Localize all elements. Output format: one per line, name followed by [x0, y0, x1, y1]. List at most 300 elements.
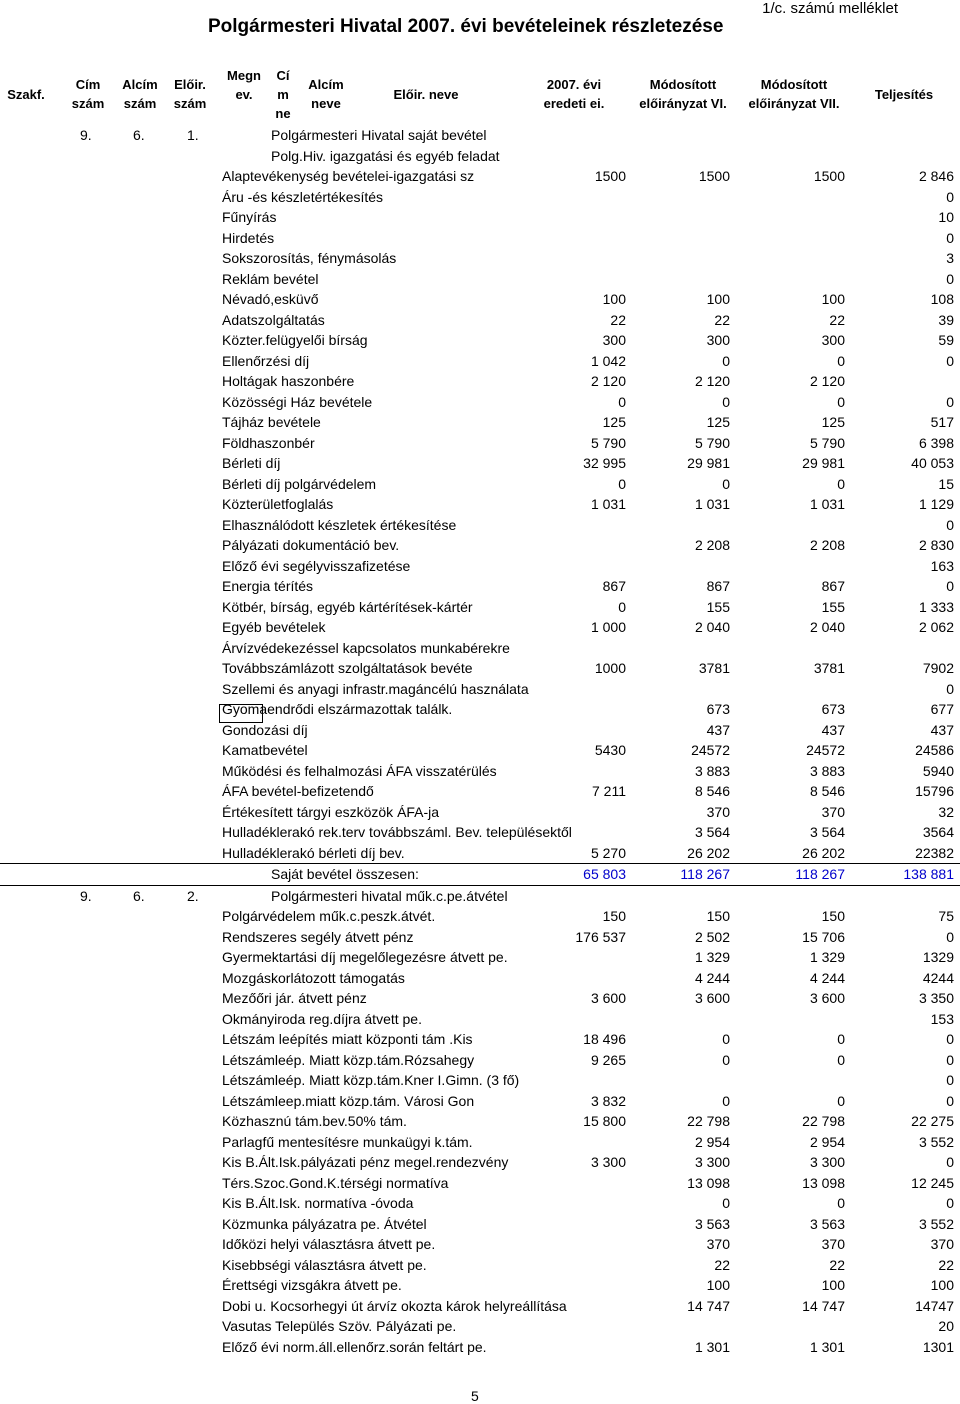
row-label: Érettségi vizsgákra átvett pe. [222, 1277, 402, 1293]
teljesites-value-cell: 3 [946, 250, 954, 266]
original-value-cell: 1 031 [590, 496, 626, 512]
modified-vi-value-cell: 673 [706, 701, 730, 717]
row-label: Működési és felhalmozási ÁFA visszatérülés [222, 762, 497, 779]
row-label: Sokszorosítás, fénymásolás [222, 250, 397, 266]
row-label: Polg.Hiv. igazgatási és egyéb feladat [271, 147, 500, 164]
modified-vii-value-cell: 370 [821, 1236, 845, 1252]
teljesites-value-cell: 5940 [922, 762, 954, 779]
table-row [0, 802, 960, 823]
teljesites-value-cell: 40 053 [911, 455, 954, 471]
modified-vii-value-cell: 100 [821, 291, 845, 307]
row-label: Rendszeres segély átvett pénz [222, 928, 414, 945]
teljesites-value-cell: 2 846 [918, 168, 954, 184]
row-label: Létszámleép. Miatt közp.tám.Kner I.Gimn. (3 fő) [222, 1072, 520, 1088]
modified-vii-value-cell: 5 790 [809, 434, 845, 451]
modified-vii-value-cell: 1500 [813, 168, 845, 184]
original-value-cell: 5 790 [590, 434, 626, 451]
teljesites-value-cell: 75 [938, 908, 954, 924]
table-row [0, 906, 960, 927]
teljesites-value-cell: 0 [946, 578, 954, 594]
cell-selection-box [219, 704, 263, 723]
table-row [0, 166, 960, 187]
row-label: Közmunka pályázatra pe. Átvétel [222, 1215, 427, 1232]
teljesites-value-cell: 12 245 [911, 1174, 954, 1191]
modified-vi-value-cell: 1 031 [694, 496, 730, 512]
table-row [0, 968, 960, 989]
row-label: Névadó,esküvő [222, 291, 319, 307]
modified-vii-value-cell: 0 [837, 393, 845, 410]
row-label: Hulladéklerakó rek.terv továbbszáml. Bev. településektől [222, 824, 572, 840]
modified-vii-value-cell: 15 706 [802, 928, 845, 945]
original-value-cell: 9 265 [590, 1051, 626, 1068]
row-label: ÁFA bevétel-befizetendő [222, 783, 374, 799]
table-row [0, 761, 960, 782]
table-row [0, 1152, 960, 1173]
modified-vi-value-cell: 3 564 [694, 824, 730, 840]
original-value-cell: 5430 [594, 742, 626, 758]
header-alcim-neve: Alcím neve [308, 77, 344, 111]
teljesites-value-cell: 3 552 [918, 1133, 954, 1150]
modified-vi-value-cell: 29 981 [687, 455, 730, 471]
modified-vii-value-cell: 3781 [813, 660, 845, 676]
modified-vii-value-cell: 1 329 [809, 949, 845, 965]
teljesites-value-cell: 4244 [922, 969, 954, 986]
row-label: Egyéb bevételek [222, 619, 326, 635]
modified-vi-value-cell: 370 [706, 803, 730, 820]
modified-vii-value-cell: 3 300 [809, 1154, 845, 1170]
modified-vii-value-cell: 150 [821, 908, 845, 924]
table-row [0, 658, 960, 679]
table-row [0, 927, 960, 948]
table-row [0, 248, 960, 269]
teljesites-value-cell: 1 129 [918, 496, 954, 512]
teljesites-value-cell: 100 [930, 1277, 954, 1293]
table-row [0, 269, 960, 290]
alcim-szam-cell: 6. [133, 127, 145, 143]
modified-vii-value-cell: 26 202 [802, 844, 845, 861]
modified-vi-value-cell: 370 [706, 1236, 730, 1252]
modified-vi-value-cell: 2 040 [694, 619, 730, 635]
teljesites-value-cell: 437 [930, 721, 954, 738]
header-cim-neve: Cí m ne [275, 68, 291, 121]
teljesites-value-cell: 1 333 [918, 598, 954, 615]
row-label: Bérleti díj polgárvédelem [222, 475, 377, 492]
modified-vi-value-cell: 0 [722, 1092, 730, 1109]
modified-vii-value-cell: 1 301 [809, 1338, 845, 1355]
modified-vi-value-cell: 2 208 [694, 537, 730, 553]
modified-vi-value-cell: 0 [722, 475, 730, 492]
modified-vi-value-cell: 8 546 [694, 783, 730, 799]
modified-vi-value-cell: 22 [714, 311, 730, 328]
table-row [0, 679, 960, 700]
row-label: Közter.felügyelői bírság [222, 332, 368, 348]
teljesites-value-cell: 0 [946, 516, 954, 533]
teljesites-value-cell: 15796 [915, 783, 954, 799]
modified-vi-value-cell: 1 301 [694, 1338, 730, 1355]
modified-vii-value-cell: 155 [821, 598, 845, 615]
row-label: Reklám bevétel [222, 270, 319, 287]
modified-vii-value-cell: 0 [837, 1051, 845, 1068]
teljesites-value-cell: 59 [938, 332, 954, 348]
modified-vi-value-cell: 5 790 [694, 434, 730, 451]
modified-vi-value-cell: 155 [706, 598, 730, 615]
row-label: Polgármesteri Hivatal saját bevétel [271, 127, 487, 143]
teljesites-value-cell: 0 [946, 1031, 954, 1047]
modified-vi-value-cell: 150 [706, 908, 730, 924]
modified-vi-value-cell: 867 [706, 578, 730, 594]
modified-vii-value-cell: 2 120 [809, 373, 845, 389]
header-eloir-neve: Előir. neve [393, 87, 459, 102]
teljesites-value-cell: 517 [930, 414, 954, 430]
teljesites-value-cell: 22382 [915, 844, 954, 861]
original-value-cell: 3 832 [590, 1092, 626, 1109]
row-label: Dobi u. Kocsorhegyi út árvíz okozta károk helyreállítása [222, 1297, 567, 1314]
original-value-cell: 22 [610, 311, 626, 328]
modified-vi-value-cell: 3 600 [694, 990, 730, 1006]
eloir-szam-cell: 2. [187, 887, 199, 904]
modified-vii-value-cell: 100 [821, 1277, 845, 1293]
original-value-cell: 150 [602, 908, 626, 924]
annex-label: 1/c. számú melléklet [762, 0, 898, 17]
row-label: Kisebbségi választásra átvett pe. [222, 1256, 427, 1273]
modified-vi-value-cell: 0 [722, 1051, 730, 1068]
original-value-cell: 0 [618, 598, 626, 615]
teljesites-value-cell: 15 [938, 475, 954, 492]
row-label: Hulladéklerakó bérleti díj bev. [222, 844, 405, 861]
teljesites-value-cell: 0 [946, 270, 954, 287]
teljesites-value-cell: 0 [946, 1195, 954, 1211]
table-row [0, 781, 960, 802]
table-row [0, 289, 960, 310]
teljesites-value-cell: 3 350 [918, 990, 954, 1006]
table-row [0, 515, 960, 536]
original-value-cell: 1000 [594, 660, 626, 676]
original-value-cell: 15 800 [583, 1113, 626, 1129]
teljesites-value-cell: 14747 [915, 1297, 954, 1314]
modified-vi-value-cell: 2 120 [694, 373, 730, 389]
table-row [0, 1255, 960, 1276]
table-row [0, 1050, 960, 1071]
row-label: Gondozási díj [222, 721, 308, 738]
table-row [0, 1132, 960, 1153]
modified-vii-value-cell: 24572 [806, 742, 845, 758]
teljesites-value-cell: 1301 [922, 1338, 954, 1355]
row-label: Közhasznú tám.bev.50% tám. [222, 1113, 407, 1129]
table-row [0, 720, 960, 741]
row-label: Kötbér, bírság, egyéb kártérítések-kártér [222, 598, 473, 615]
teljesites-value-cell: 24586 [915, 742, 954, 758]
original-value-cell: 2 120 [590, 373, 626, 389]
teljesites-value-cell: 3 552 [918, 1215, 954, 1232]
modified-vii-value-cell: 867 [821, 578, 845, 594]
table-row [0, 228, 960, 249]
teljesites-value-cell: 0 [946, 229, 954, 246]
header-modified-vi: Módosított előirányzat VI. [639, 77, 727, 111]
row-label: Létszám leépítés miatt központi tám .Kis [222, 1031, 473, 1047]
teljesites-value-cell: 163 [930, 557, 954, 574]
modified-vii-value-cell: 3 564 [809, 824, 845, 840]
header-teljesites: Teljesítés [874, 87, 934, 102]
modified-vii-value-cell: 3 883 [809, 762, 845, 779]
header-alcim-szam: Alcím szám [122, 77, 158, 111]
table-row [0, 535, 960, 556]
teljesites-value-cell: 0 [946, 1072, 954, 1088]
modified-vii-value-cell: 22 798 [802, 1113, 845, 1129]
revenue-table-body [0, 125, 960, 1357]
teljesites-value-cell: 370 [930, 1236, 954, 1252]
row-label: Gyermektartási díj megelőlegezésre átvett pe. [222, 949, 508, 965]
table-row [0, 988, 960, 1009]
original-value-cell: 65 803 [583, 866, 626, 882]
row-label: Pályázati dokumentáció bev. [222, 537, 400, 553]
row-label: Értékesített tárgyi eszközök ÁFA-ja [222, 803, 440, 820]
row-label: Mezőőri jár. átvett pénz [222, 990, 367, 1006]
original-value-cell: 1 042 [590, 352, 626, 369]
teljesites-value-cell: 2 062 [918, 619, 954, 635]
table-row [0, 371, 960, 392]
original-value-cell: 5 270 [590, 844, 626, 861]
teljesites-value-cell: 32 [938, 803, 954, 820]
modified-vi-value-cell: 22 [714, 1256, 730, 1273]
modified-vi-value-cell: 125 [706, 414, 730, 430]
original-value-cell: 1 000 [590, 619, 626, 635]
modified-vii-value-cell: 370 [821, 803, 845, 820]
row-label: Előző évi segélyvisszafizetése [222, 557, 411, 574]
modified-vi-value-cell: 3 883 [694, 762, 730, 779]
table-row [0, 310, 960, 331]
table-row [0, 1091, 960, 1112]
header-megnev: Megn ev. [227, 68, 261, 102]
modified-vii-value-cell: 2 954 [809, 1133, 845, 1150]
row-label: Polgármesteri hivatal műk.c.pe.átvétel [271, 887, 508, 904]
row-label: Létszámleép. Miatt közp.tám.Rózsahegy [222, 1051, 475, 1068]
modified-vi-value-cell: 100 [706, 1277, 730, 1293]
modified-vi-value-cell: 4 244 [694, 969, 730, 986]
header-szakf: Szakf. [7, 87, 45, 102]
table-row [0, 187, 960, 208]
page-number: 5 [471, 1388, 479, 1404]
table-row [0, 392, 960, 413]
teljesites-value-cell: 2 830 [918, 537, 954, 553]
teljesites-value-cell: 1329 [922, 949, 954, 965]
table-row [0, 740, 960, 761]
table-row [0, 1009, 960, 1030]
modified-vii-value-cell: 29 981 [802, 455, 845, 471]
table-row [0, 699, 960, 720]
teljesites-value-cell: 138 881 [903, 866, 954, 882]
row-label: Térs.Szoc.Gond.K.térségi normatíva [222, 1174, 449, 1191]
teljesites-value-cell: 0 [946, 1092, 954, 1109]
row-label: Holtágak haszonbére [222, 373, 355, 389]
modified-vii-value-cell: 437 [821, 721, 845, 738]
row-label: Mozgáskorlátozott támogatás [222, 969, 405, 986]
page-title: Polgármesteri Hivatal 2007. évi bevételeinek részletezése [208, 16, 724, 37]
modified-vi-value-cell: 2 954 [694, 1133, 730, 1150]
table-row [0, 1070, 960, 1091]
header-cim-szam: Cím szám [71, 77, 105, 111]
row-label: Parlagfű mentesítésre munkaügyi k.tám. [222, 1133, 473, 1150]
teljesites-value-cell: 153 [930, 1010, 954, 1027]
row-label: Létszámleep.miatt közp.tám. Városi Gon [222, 1092, 475, 1109]
row-label: Kis B.Ált.Isk. normatíva -óvoda [222, 1195, 414, 1211]
table-row [0, 453, 960, 474]
original-value-cell: 18 496 [583, 1031, 626, 1047]
modified-vii-value-cell: 22 [829, 1256, 845, 1273]
modified-vi-value-cell: 13 098 [687, 1174, 730, 1191]
table-row [0, 886, 960, 907]
header-original: 2007. évi eredeti ei. [543, 77, 605, 111]
table-row [0, 638, 960, 659]
teljesites-value-cell: 22 275 [911, 1113, 954, 1129]
teljesites-value-cell: 7902 [922, 660, 954, 676]
modified-vii-value-cell: 22 [829, 311, 845, 328]
modified-vii-value-cell: 0 [837, 1031, 845, 1047]
teljesites-value-cell: 22 [938, 1256, 954, 1273]
row-label: Polgárvédelem műk.c.peszk.átvét. [222, 908, 436, 924]
table-row [0, 1316, 960, 1337]
table-row [0, 576, 960, 597]
original-value-cell: 100 [602, 291, 626, 307]
original-value-cell: 7 211 [592, 783, 626, 799]
row-label: Energia térítés [222, 578, 314, 594]
row-label: Vasutas Település Szöv. Pályázati pe. [222, 1318, 457, 1334]
header-eloir-szam: Előir. szám [173, 77, 207, 111]
modified-vi-value-cell: 0 [722, 393, 730, 410]
row-label: Gyomaendrődi elszármazottak találk. [222, 701, 453, 717]
teljesites-value-cell: 3564 [922, 824, 954, 840]
row-label: Áru -és készletértékesítés [222, 188, 384, 205]
table-row [0, 1173, 960, 1194]
modified-vii-value-cell: 673 [821, 701, 845, 717]
modified-vii-value-cell: 125 [821, 414, 845, 430]
row-label: Saját bevétel összesen: [271, 866, 419, 882]
teljesites-value-cell: 6 398 [918, 434, 954, 451]
table-row [0, 822, 960, 843]
modified-vi-value-cell: 1 329 [694, 949, 730, 965]
alcim-szam-cell: 6. [133, 887, 145, 904]
row-label: Árvízvédekezéssel kapcsolatos munkabérekre [222, 639, 510, 656]
table-row [0, 1193, 960, 1214]
teljesites-value-cell: 20 [938, 1318, 954, 1334]
original-value-cell: 176 537 [575, 928, 626, 945]
table-row [0, 207, 960, 228]
modified-vi-value-cell: 3 300 [694, 1154, 730, 1170]
row-label: Alaptevékenység bevételei-igazgatási sz [222, 168, 475, 184]
original-value-cell: 0 [618, 393, 626, 410]
modified-vii-value-cell: 300 [821, 332, 845, 348]
modified-vi-value-cell: 100 [706, 291, 730, 307]
row-label: Továbbszámlázott szolgáltatások bevéte [222, 660, 473, 676]
modified-vi-value-cell: 3781 [698, 660, 730, 676]
table-row [0, 474, 960, 495]
modified-vi-value-cell: 0 [722, 1031, 730, 1047]
modified-vi-value-cell: 3 563 [694, 1215, 730, 1232]
modified-vi-value-cell: 0 [722, 1195, 730, 1211]
original-value-cell: 1500 [594, 168, 626, 184]
table-row [0, 1296, 960, 1317]
original-value-cell: 3 600 [590, 990, 626, 1006]
teljesites-value-cell: 0 [946, 1051, 954, 1068]
table-row [0, 556, 960, 577]
original-value-cell: 300 [602, 332, 626, 348]
row-label: Szellemi és anyagi infrastr.magáncélú használata [222, 680, 529, 697]
modified-vii-value-cell: 118 267 [795, 866, 845, 882]
row-label: Közösségi Ház bevétele [222, 393, 373, 410]
modified-vii-value-cell: 2 040 [809, 619, 845, 635]
teljesites-value-cell: 10 [938, 209, 954, 225]
table-row [0, 597, 960, 618]
original-value-cell: 867 [602, 578, 626, 594]
table-row [0, 1214, 960, 1235]
modified-vii-value-cell: 0 [837, 1195, 845, 1211]
teljesites-value-cell: 0 [946, 1154, 954, 1170]
modified-vii-value-cell: 3 600 [809, 990, 845, 1006]
teljesites-value-cell: 0 [946, 928, 954, 945]
row-label: Elhasználódott készletek értékesítése [222, 516, 457, 533]
modified-vi-value-cell: 2 502 [694, 928, 730, 945]
modified-vii-value-cell: 8 546 [809, 783, 845, 799]
row-label: Közterületfoglalás [222, 496, 334, 512]
row-label: Hirdetés [222, 229, 275, 246]
table-row [0, 1111, 960, 1132]
row-label: Fűnyírás [222, 209, 277, 225]
modified-vii-value-cell: 13 098 [802, 1174, 845, 1191]
modified-vii-value-cell: 0 [837, 475, 845, 492]
table-row [0, 1275, 960, 1296]
row-label: Bérleti díj [222, 455, 281, 471]
modified-vi-value-cell: 24572 [691, 742, 730, 758]
teljesites-value-cell: 39 [938, 311, 954, 328]
table-row [0, 125, 960, 146]
original-value-cell: 125 [602, 414, 626, 430]
modified-vii-value-cell: 0 [837, 352, 845, 369]
teljesites-value-cell: 0 [946, 393, 954, 410]
modified-vi-value-cell: 14 747 [687, 1297, 730, 1314]
modified-vi-value-cell: 300 [706, 332, 730, 348]
cim-szam-cell: 9. [80, 127, 92, 143]
modified-vi-value-cell: 22 798 [687, 1113, 730, 1129]
table-row [0, 330, 960, 351]
eloir-szam-cell: 1. [187, 127, 199, 143]
table-row [0, 843, 960, 864]
teljesites-value-cell: 677 [930, 701, 954, 717]
header-modified-vii: Módosított előirányzat VII. [748, 77, 840, 111]
table-row [0, 617, 960, 638]
row-label: Tájház bevétele [222, 414, 321, 430]
row-label: Földhaszonbér [222, 434, 315, 451]
cim-szam-cell: 9. [80, 887, 92, 904]
table-row [0, 146, 960, 167]
row-label: Előző évi norm.áll.ellenőrz.során feltárt pe. [222, 1338, 487, 1355]
modified-vi-value-cell: 26 202 [687, 844, 730, 861]
row-label: Időközi helyi választásra átvett pe. [222, 1236, 436, 1252]
row-label: Kamatbevétel [222, 742, 308, 758]
modified-vi-value-cell: 118 267 [680, 866, 730, 882]
row-label: Kis B.Ált.Isk.pályázati pénz megel.rendezvény [222, 1154, 509, 1170]
table-row [0, 947, 960, 968]
table-row [0, 433, 960, 454]
total-row [0, 863, 960, 886]
modified-vii-value-cell: 4 244 [809, 969, 845, 986]
teljesites-value-cell: 0 [946, 188, 954, 205]
modified-vi-value-cell: 1500 [698, 168, 730, 184]
row-label: Ellenőrzési díj [222, 352, 310, 369]
modified-vii-value-cell: 3 563 [809, 1215, 845, 1232]
row-label: Adatszolgáltatás [222, 311, 325, 328]
modified-vii-value-cell: 0 [837, 1092, 845, 1109]
modified-vi-value-cell: 437 [706, 721, 730, 738]
table-row [0, 494, 960, 515]
